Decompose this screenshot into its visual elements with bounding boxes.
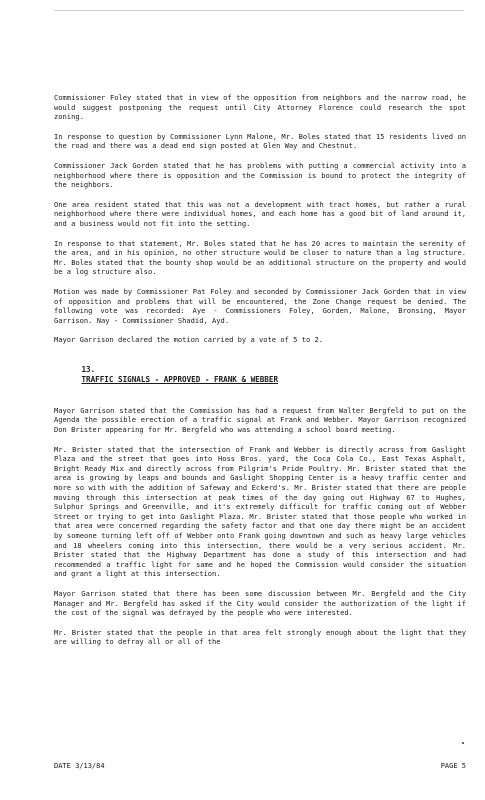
paragraph: One area resident stated that this was not a development with tract homes, but rather a rural neighborhood where there were individual homes, and each home has a good bit of land around it, and a business would not fit into the setting.	[54, 199, 471, 228]
section-title: TRAFFIC SIGNALS - APPROVED - FRANK & WEBBER	[81, 374, 279, 384]
footer-date: DATE 3/13/84	[54, 762, 105, 770]
paragraph: In response to question by Commissioner Lynn Malone, Mr. Boles stated that 15 residents lived on the road and there was a dead end sign posted at Glen Way and Chestnut.	[54, 131, 471, 151]
paragraph: Commissioner Jack Gorden stated that he has problems with putting a commercial activity into a neighborhood where there is opposition and the Commission is bound to protect the integrity of the neighbors.	[54, 160, 471, 190]
paragraph: Mayor Garrison stated that the Commission has had a request from Walter Bergfeld to put on the Agenda the possible erection of a traffic signal at Frank and Webber. Mayor Garrison recognized Don Brister appearing for Mr. Bergfeld who was attending a school board meeting.	[54, 405, 471, 435]
paragraph: Mayor Garrison declared the motion carried by a vote of 5 to 2.	[54, 335, 324, 345]
paragraph: Mayor Garrison stated that there has been some discussion between Mr. Bergfeld and the City Manager and Mr. Bergfeld has asked if the City would consider the authorization of the light if the cost of the signal was defrayed by the people who were interested.	[54, 588, 471, 618]
paragraph: Mr. Brister stated that the people in that area felt strongly enough about the light that they are willing to defray all or all of the	[54, 627, 471, 647]
section-number: 13.	[81, 364, 96, 374]
page-footer	[54, 762, 466, 771]
document-body	[54, 93, 471, 657]
section-heading	[54, 355, 466, 395]
paragraph: Commissioner Foley stated that in view of the opposition from neighbors and the narrow road, he would suggest postponing the request until City Attorney Florence could research the spot zoning.	[54, 93, 471, 122]
paragraph: In response to that statement, Mr. Boles stated that he has 20 acres to maintain the serenity of the area, and in his opinion, no other structure would be closer to nature than a log structure. Mr. Boles stated that the bounty shop would be an additional structure on the property and would be a log structure also.	[54, 238, 471, 277]
paragraph: Mr. Brister stated that the intersection of Frank and Webber is directly across from Gaslight Plaza and the street that goes into Hoss Bros. yard, the Coca Cola Co., East Texas Asphalt, Bright Ready Mix and directly across from Pilgrim's Pride Poultry. Mr. Brister stated that the area is growing by leaps and bounds and Gaslight Shopping Center is a heavy traffic center and more so with with the addition of Safeway and Eckerd's. Mr. Brister stated that there are people moving through this intersection at peak times of the day going out Highway 67 to Hughes, Sulphur Springs and Greenville, and it's extremely difficult for traffic coming out of Webber Street or trying to get into Gaslight Plaza. Mr. Brister stated that those people who worked in that area were concerned regarding the safety factor and that one day there might be an accident by someone turning left off of Webber onto Frank going downtown and such as heavy large vehicles and 18 wheelers coming into this intersection, there would be a very serious accident. Mr. Brister stated that the Highway Department has done a study of this intersection and had recommended a traffic light for same and he hoped the Commission would consider the situation and grant a light at this intersection.	[54, 444, 471, 579]
paragraph: Motion was made by Commissioner Pat Foley and seconded by Commissioner Jack Gorden that in view of opposition and problems that will be encountered, the Zone Change request be denied. The following vote was recorded: Aye - Commissioners Foley, Gorden, Malone, Bronsing, Mayor Garrison. Nay - Commissioner Shadid, Ayd.	[54, 286, 471, 325]
footer-page-number: PAGE 5	[440, 762, 466, 770]
scan-speck	[462, 742, 464, 744]
cropped-top-edge	[54, 10, 464, 25]
